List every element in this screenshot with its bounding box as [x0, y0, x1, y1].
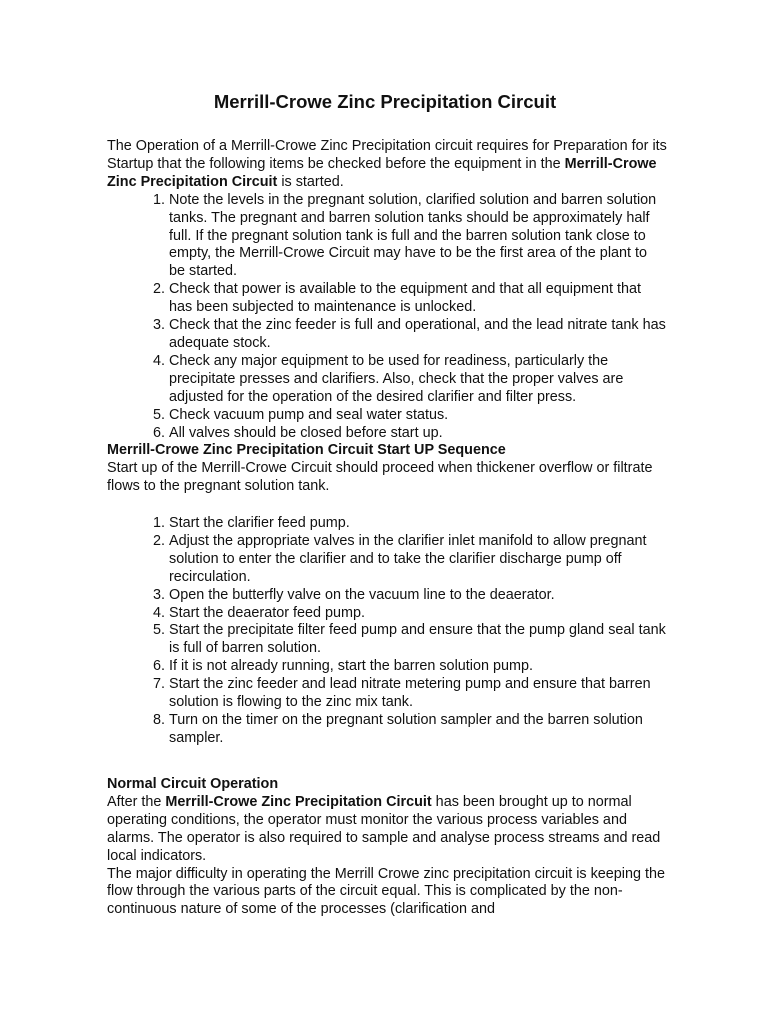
- startup-heading: Merrill-Crowe Zinc Precipitation Circuit Start UP Sequence: [107, 442, 506, 459]
- startup-step-3: 3. Open the butterfly valve on the vacuum line to the deaerator.: [169, 587, 667, 605]
- startup-step-7: 7. Start the zinc feeder and lead nitrate metering pump and ensure that barren solution is flowing to the zinc mix tank.: [169, 676, 667, 712]
- prep-item-3: 3. Check that the zinc feeder is full and operational, and the lead nitrate tank has adequate stock.: [169, 317, 667, 353]
- prep-item-2: 2. Check that power is available to the equipment and that all equipment that has been subjected to maintenance is unlocked.: [169, 281, 667, 317]
- normal-text-2: has been brought up to normal operating conditions, the operator must monitor the various process variables and alarms. The operator is also required to sample and analyse process streams and read local indicators.: [107, 793, 661, 864]
- normal-text-1: After the: [107, 793, 166, 810]
- intro-paragraph: [107, 138, 667, 192]
- preparation-list: [107, 192, 667, 443]
- startup-step-1: 1. Start the clarifier feed pump.: [169, 515, 667, 533]
- prep-item-4: 4. Check any major equipment to be used for readiness, particularly the precipitate presses and clarifiers. Also, check that the proper valves are adjusted for the operation of the desired clarifier and filter press.: [169, 353, 667, 407]
- document-title: Merrill-Crowe Zinc Precipitation Circuit: [213, 91, 557, 112]
- normal-operation-paragraph-1: [107, 794, 667, 866]
- intro-section: [107, 138, 667, 496]
- prep-item-6: 6. All valves should be closed before start up.: [169, 425, 667, 443]
- prep-item-1: 1. Note the levels in the pregnant solution, clarified solution and barren solution tanks. The pregnant and barren solution tanks should be approximately half full. If the pregnant solution tank is full and the barren solution tank close to empty, the Merrill-Crowe Circuit may have to be the first area of the plant to be started.: [169, 192, 667, 282]
- startup-step-5: 5. Start the precipitate filter feed pump and ensure that the pump gland seal tank is full of barren solution.: [169, 622, 667, 658]
- startup-text: Start up of the Merrill-Crowe Circuit should proceed when thickener overflow or filtrate flows to the pregnant solution tank.: [107, 460, 653, 495]
- startup-step-8: 8. Turn on the timer on the pregnant solution sampler and the barren solution sampler.: [169, 712, 667, 748]
- intro-text-2: is started.: [277, 173, 344, 190]
- startup-steps-section: [107, 515, 667, 748]
- startup-step-6: 6. If it is not already running, start the barren solution pump.: [169, 658, 667, 676]
- intro-bold-text: Merrill-Crowe Zinc Precipitation Circuit: [107, 155, 657, 190]
- normal-operation-section: [107, 776, 667, 919]
- startup-step-2: 2. Adjust the appropriate valves in the clarifier inlet manifold to allow pregnant solution to enter the clarifier and to take the clarifier discharge pump off recirculation.: [169, 533, 667, 587]
- normal-operation-heading: Normal Circuit Operation: [107, 776, 279, 792]
- normal-operation-paragraph-2: The major difficulty in operating the Merrill Crowe zinc precipitation circuit is keeping the flow through the various parts of the circuit equal. This is complicated by the non-continuous nature of some of the processes (clarification and: [107, 865, 666, 918]
- startup-steps-list: [107, 515, 667, 748]
- normal-bold-text: Merrill-Crowe Zinc Precipitation Circuit: [165, 793, 432, 810]
- prep-item-5: 5. Check vacuum pump and seal water status.: [169, 407, 667, 425]
- intro-text-1: The Operation of a Merrill-Crowe Zinc Precipitation circuit requires for Preparation for its Startup that the following items be checked before the equipment in the: [107, 138, 667, 172]
- startup-step-4: 4. Start the deaerator feed pump.: [169, 605, 667, 623]
